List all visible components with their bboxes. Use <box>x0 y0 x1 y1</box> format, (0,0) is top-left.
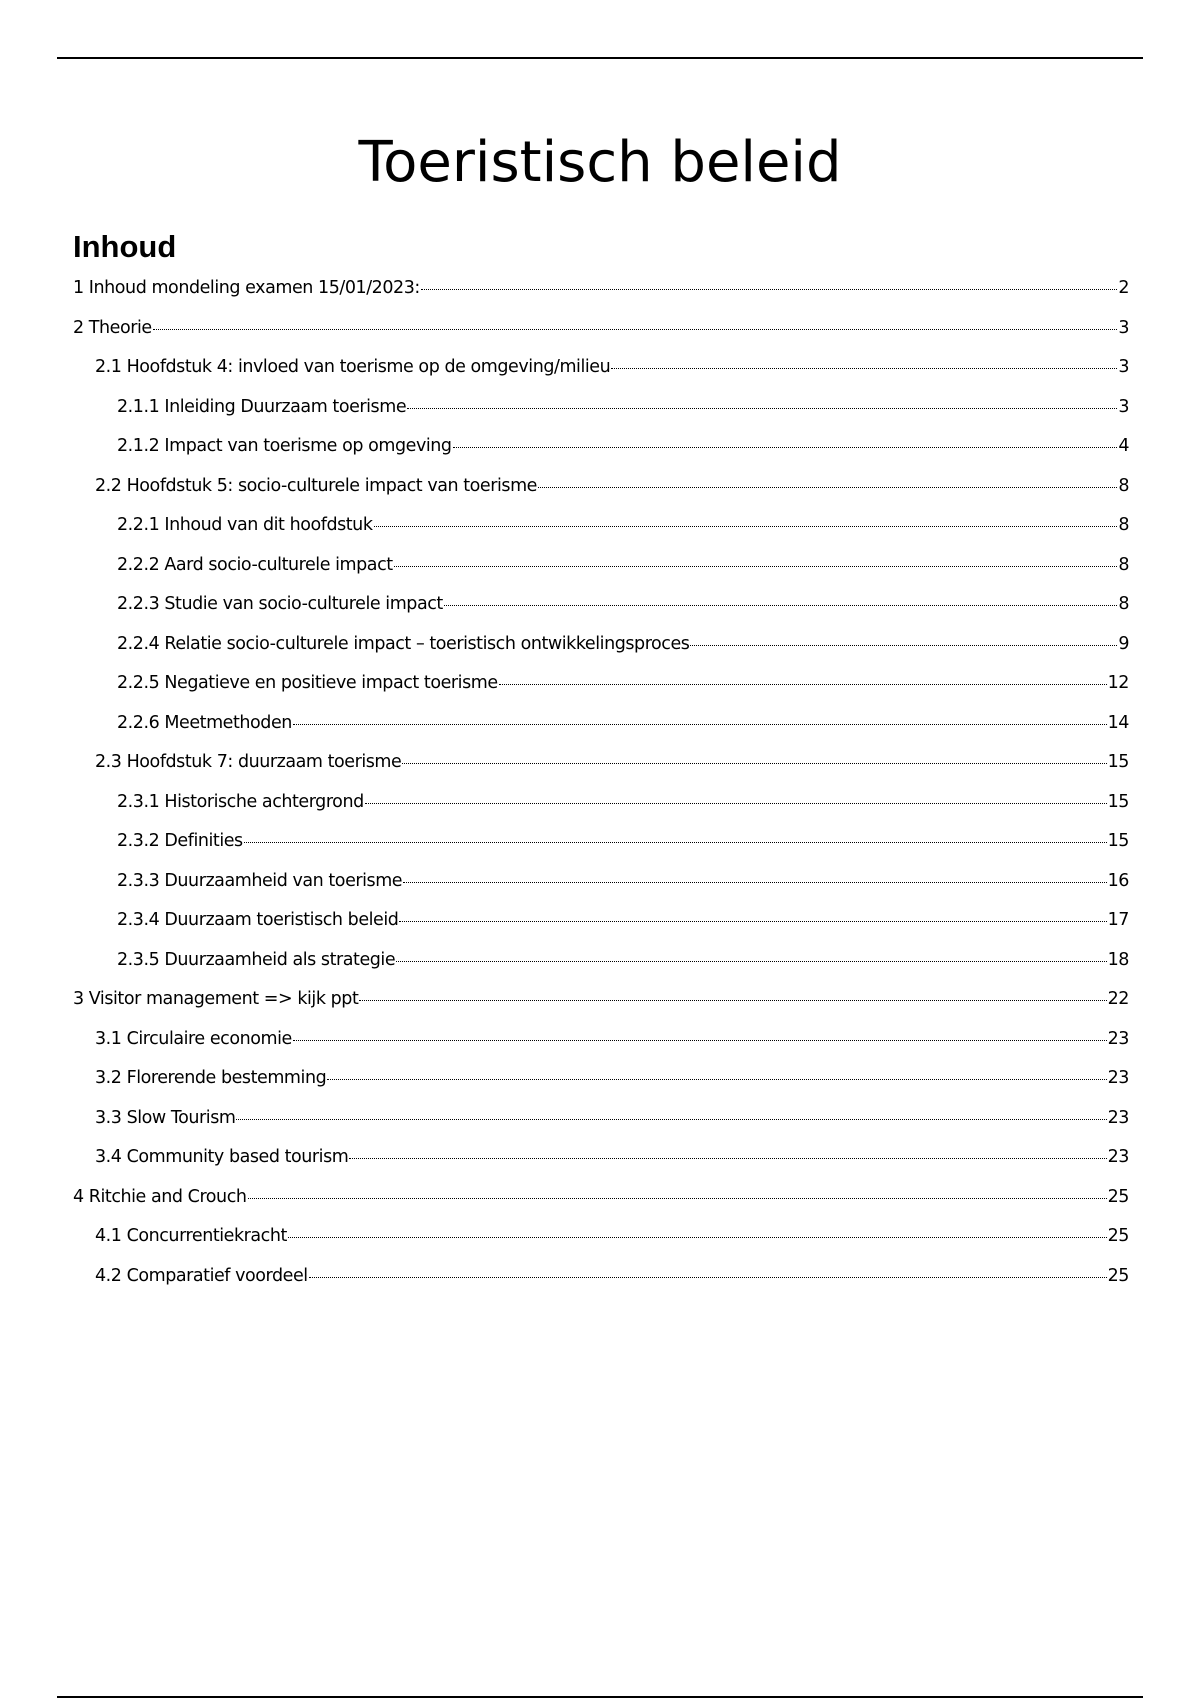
toc-dot-leader <box>453 447 1118 448</box>
toc-dot-leader <box>690 645 1117 646</box>
toc-entry-page-number: 12 <box>1107 673 1129 693</box>
toc-dot-leader <box>394 566 1118 567</box>
toc-entry[interactable] <box>73 1266 1129 1306</box>
toc-dot-leader <box>421 289 1117 290</box>
toc-dot-leader <box>244 842 1107 843</box>
toc-entry-label: 3.3 Slow Tourism <box>95 1107 236 1128</box>
toc-entry-label: 3.4 Community based tourism <box>95 1147 349 1167</box>
toc-entry-label: 2.2.2 Aard socio-culturele impact <box>117 554 393 575</box>
toc-entry-page-number: 3 <box>1118 317 1129 338</box>
toc-entry-page-number: 23 <box>1107 1028 1129 1049</box>
toc-entry-label: 3 Visitor management => kijk ppt <box>73 989 359 1009</box>
toc-entry-label: 2.3.2 Definities <box>117 831 243 851</box>
footer-rule <box>57 1696 1143 1698</box>
toc-entry-page-number: 18 <box>1107 949 1129 970</box>
toc-dot-leader <box>248 1198 1107 1199</box>
toc-entry-label: 2.3.5 Duurzaamheid als strategie <box>117 949 396 970</box>
toc-entry-page-number: 17 <box>1107 910 1129 930</box>
toc-dot-leader <box>402 763 1106 764</box>
toc-entry-page-number: 22 <box>1107 989 1129 1009</box>
toc-dot-leader <box>365 803 1107 804</box>
toc-entry-label: 2 Theorie <box>73 317 152 338</box>
toc-entry-label: 4 Ritchie and Crouch <box>73 1186 247 1207</box>
toc-entry-label: 2.2.4 Relatie socio-culturele impact – toeristisch ontwikkelingsproces <box>117 633 690 654</box>
toc-dot-leader <box>359 1000 1106 1001</box>
toc-entry[interactable] <box>73 436 1129 476</box>
toc-entry-page-number: 9 <box>1118 633 1129 654</box>
toc-entry-page-number: 14 <box>1107 712 1129 733</box>
toc-entry-label: 2.1 Hoofdstuk 4: invloed van toerisme op de omgeving/milieu <box>95 357 611 377</box>
toc-dot-leader <box>403 882 1107 883</box>
toc-entry[interactable] <box>73 278 1129 318</box>
toc-entry[interactable] <box>73 792 1129 832</box>
toc-entry-label: 2.2.1 Inhoud van dit hoofdstuk <box>117 515 373 535</box>
toc-entry-page-number: 23 <box>1107 1068 1129 1088</box>
toc-entry-label: 2.2 Hoofdstuk 5: socio-culturele impact van toerisme <box>95 475 537 496</box>
toc-entry-page-number: 3 <box>1118 396 1129 417</box>
toc-entry-page-number: 15 <box>1107 791 1129 812</box>
toc-entry-label: 2.1.1 Inleiding Duurzaam toerisme <box>117 396 407 417</box>
toc-entry-page-number: 3 <box>1118 357 1129 377</box>
toc-dot-leader <box>153 329 1118 330</box>
toc-entry[interactable] <box>73 831 1129 871</box>
toc-entry-page-number: 25 <box>1107 1226 1129 1246</box>
header-rule <box>57 57 1143 59</box>
toc-entry[interactable] <box>73 1147 1129 1187</box>
toc-entry-label: 1 Inhoud mondeling examen 15/01/2023: <box>73 278 420 298</box>
toc-entry-label: 2.1.2 Impact van toerisme op omgeving <box>117 436 452 456</box>
toc-entry-label: 4.2 Comparatief voordeel <box>95 1265 308 1286</box>
toc-entry-label: 2.3.1 Historische achtergrond <box>117 791 364 812</box>
toc-entry-label: 2.2.6 Meetmethoden <box>117 712 292 733</box>
toc-entry-page-number: 8 <box>1118 515 1129 535</box>
toc-entry[interactable] <box>73 555 1129 595</box>
toc-entry-label: 3.2 Florerende bestemming <box>95 1068 327 1088</box>
toc-entry[interactable] <box>73 1187 1129 1227</box>
toc-entry[interactable] <box>73 1108 1129 1148</box>
toc-entry-label: 4.1 Concurrentiekracht <box>95 1226 287 1246</box>
toc-entry-label: 2.3 Hoofdstuk 7: duurzaam toerisme <box>95 752 402 772</box>
toc-entry[interactable] <box>73 357 1129 397</box>
toc-entry[interactable] <box>73 910 1129 950</box>
toc-entry[interactable] <box>73 397 1129 437</box>
toc-dot-leader <box>407 408 1117 409</box>
toc-entry[interactable] <box>73 871 1129 911</box>
toc-entry-page-number: 16 <box>1107 870 1129 891</box>
toc-entry-page-number: 15 <box>1107 831 1129 851</box>
toc-entry[interactable] <box>73 673 1129 713</box>
toc-entry-page-number: 4 <box>1118 436 1129 456</box>
toc-entry[interactable] <box>73 634 1129 674</box>
toc-dot-leader <box>444 605 1118 606</box>
toc-dot-leader <box>374 526 1118 527</box>
toc-entry-page-number: 23 <box>1107 1107 1129 1128</box>
toc-dot-leader <box>499 684 1107 685</box>
toc-entry-label: 2.3.4 Duurzaam toeristisch beleid <box>117 910 399 930</box>
toc-entry[interactable] <box>73 476 1129 516</box>
table-of-contents <box>73 278 1129 1305</box>
toc-entry[interactable] <box>73 594 1129 634</box>
toc-entry-page-number: 8 <box>1118 594 1129 614</box>
toc-dot-leader <box>309 1277 1107 1278</box>
toc-dot-leader <box>349 1158 1106 1159</box>
document-title: Toeristisch beleid <box>358 130 842 195</box>
toc-dot-leader <box>236 1119 1106 1120</box>
toc-entry-page-number: 2 <box>1118 278 1129 298</box>
toc-entry[interactable] <box>73 1226 1129 1266</box>
toc-entry-page-number: 25 <box>1107 1265 1129 1286</box>
toc-entry[interactable] <box>73 752 1129 792</box>
toc-dot-leader <box>288 1237 1107 1238</box>
toc-dot-leader <box>611 368 1117 369</box>
toc-entry[interactable] <box>73 989 1129 1029</box>
toc-entry-label: 3.1 Circulaire economie <box>95 1028 292 1049</box>
toc-entry-label: 2.2.5 Negatieve en positieve impact toerisme <box>117 673 498 693</box>
toc-dot-leader <box>327 1079 1106 1080</box>
toc-entry-page-number: 8 <box>1118 475 1129 496</box>
toc-entry[interactable] <box>73 1029 1129 1069</box>
toc-dot-leader <box>538 487 1117 488</box>
toc-heading: Inhoud <box>73 229 177 264</box>
toc-entry-label: 2.2.3 Studie van socio-culturele impact <box>117 594 443 614</box>
toc-entry-page-number: 8 <box>1118 554 1129 575</box>
toc-entry[interactable] <box>73 713 1129 753</box>
toc-dot-leader <box>396 961 1106 962</box>
toc-dot-leader <box>399 921 1106 922</box>
toc-entry-page-number: 15 <box>1107 752 1129 772</box>
toc-entry-page-number: 23 <box>1107 1147 1129 1167</box>
toc-dot-leader <box>293 724 1107 725</box>
toc-entry[interactable] <box>73 1068 1129 1108</box>
toc-entry-page-number: 25 <box>1107 1186 1129 1207</box>
toc-entry[interactable] <box>73 950 1129 990</box>
toc-dot-leader <box>293 1040 1107 1041</box>
toc-entry[interactable] <box>73 515 1129 555</box>
toc-entry-label: 2.3.3 Duurzaamheid van toerisme <box>117 870 403 891</box>
toc-entry[interactable] <box>73 318 1129 358</box>
